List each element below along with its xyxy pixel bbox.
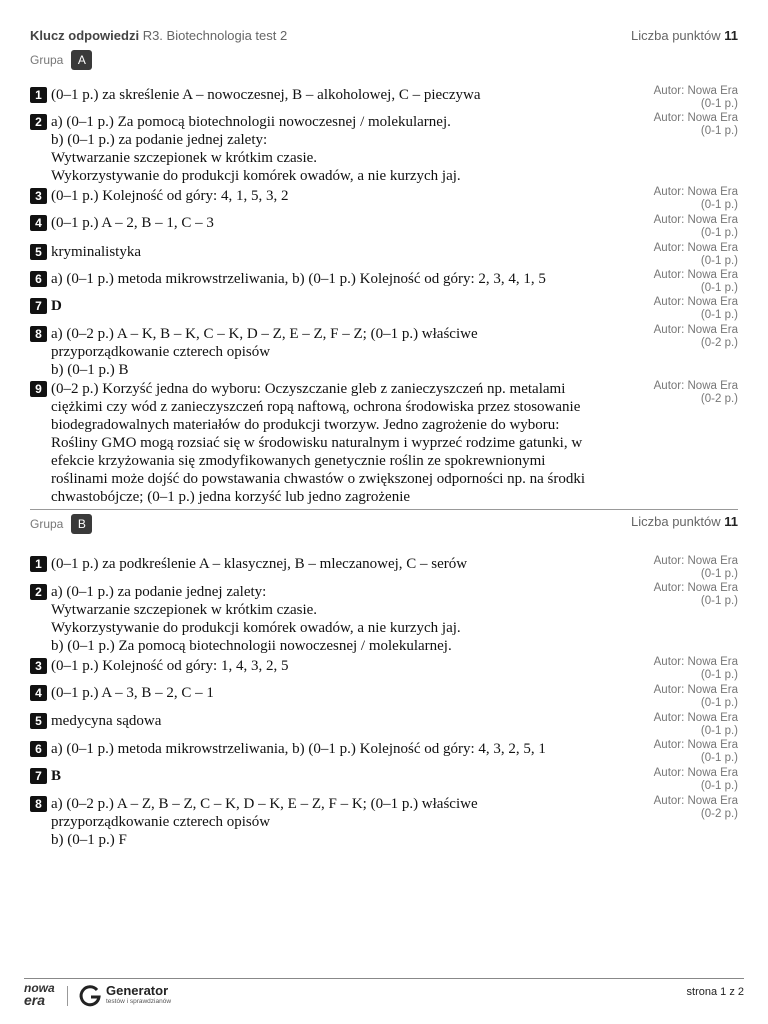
question-a9: 9 (0–2 p.) Korzyść jedna do wyboru: Oczyszczanie gleb z zanieczyszczeń np. metalami ciężkimi czy wód z zanieczyszczeń ropą naftową, ochrona środowiska przez stosowanie biodegradowalnych materiałów do produkcji tworzyw. Jedno zagrożenie do wyboru: Rośliny GMO mogą rozsiać się w środowisku naturalnym i wyprzeć rodzime gatunki, w efekcie krzyżowania się zmodyfikowanych genetycznie roślin ze spokrewnionymi roślinami może dojść do powstawania chwastów o zwiększonej odporności np. na środki chwastobójcze; (0–1 p.) jedna korzyść lub jedno zagrożenie (30, 380, 630, 506)
question-b6: 6 a) (0–1 p.) metoda mikrowstrzeliwania, b) (0–1 p.) Kolejność od góry: 4, 3, 2, 5, 1 (30, 740, 630, 758)
nowa-era-logo: nowa era (24, 981, 55, 1008)
group-b-badge: B (71, 514, 92, 534)
question-a4: 4 (0–1 p.) A – 2, B – 1, C – 3 (30, 214, 630, 232)
author-a6: Autor: Nowa Era (0-1 p.) (653, 269, 738, 294)
author-a3: Autor: Nowa Era (0-1 p.) (653, 186, 738, 211)
question-a1: 1 (0–1 p.) za skreślenie A – nowoczesnej, B – alkoholowej, C – pieczywa (30, 86, 630, 104)
generator-g-icon (78, 984, 102, 1013)
author-b7: Autor: Nowa Era (0-1 p.) (653, 767, 738, 792)
author-b2: Autor: Nowa Era (0-1 p.) (653, 582, 738, 607)
logo-separator (67, 986, 68, 1006)
author-b4: Autor: Nowa Era (0-1 p.) (653, 684, 738, 709)
question-a2: 2 a) (0–1 p.) Za pomocą biotechnologii nowoczesnej / molekularnej. b) (0–1 p.) za podanie jednej zalety: Wytwarzanie szczepionek w krótkim czasie. Wykorzystywanie do produkcji komórek owadów, a nie kurzych jaj. (30, 113, 630, 185)
question-b2: 2 a) (0–1 p.) za podanie jednej zalety: Wytwarzanie szczepionek w krótkim czasie. Wykorzystywanie do produkcji komórek owadów, a nie kurzych jaj. b) (0–1 p.) Za pomocą biotechnologii nowoczesnej / molekularnej. (30, 583, 630, 655)
author-b8: Autor: Nowa Era (0-2 p.) (653, 795, 738, 820)
generator-logo-text: Generator (106, 983, 169, 998)
author-b3: Autor: Nowa Era (0-1 p.) (653, 656, 738, 681)
question-a5: 5 kryminalistyka (30, 243, 630, 261)
question-b7: 7 B (30, 767, 630, 785)
question-b8: 8 a) (0–2 p.) A – Z, B – Z, C – K, D – K, E – Z, F – K; (0–1 p.) właściwe przyporządkowanie czterech opisów b) (0–1 p.) F (30, 795, 630, 849)
question-b1: 1 (0–1 p.) za podkreślenie A – klasycznej, B – mleczanowej, C – serów (30, 555, 630, 573)
question-b4: 4 (0–1 p.) A – 3, B – 2, C – 1 (30, 684, 630, 702)
group-b-label: Grupa B (30, 514, 92, 534)
document-title: Klucz odpowiedzi R3. Biotechnologia test 2 (30, 28, 288, 43)
footer-divider (24, 978, 744, 979)
page-header (30, 28, 738, 44)
author-b1: Autor: Nowa Era (0-1 p.) (653, 555, 738, 580)
author-a7: Autor: Nowa Era (0-1 p.) (653, 296, 738, 321)
question-a3: 3 (0–1 p.) Kolejność od góry: 4, 1, 5, 3, 2 (30, 187, 630, 205)
author-a8: Autor: Nowa Era (0-2 p.) (653, 324, 738, 349)
author-a5: Autor: Nowa Era (0-1 p.) (653, 242, 738, 267)
question-a8: 8 a) (0–2 p.) A – K, B – K, C – K, D – Z, E – Z, F – Z; (0–1 p.) właściwe przyporządkowanie czterech opisów b) (0–1 p.) B (30, 325, 630, 379)
generator-subtitle: testów i sprawdzianów (106, 998, 172, 1005)
author-b5: Autor: Nowa Era (0-1 p.) (653, 712, 738, 737)
group-b-points: Liczba punktów 11 (631, 514, 738, 529)
question-b5: 5 medycyna sądowa (30, 712, 630, 730)
question-b3: 3 (0–1 p.) Kolejność od góry: 1, 4, 3, 2, 5 (30, 657, 630, 675)
total-points: Liczba punktów 11 (631, 28, 738, 43)
group-divider (30, 509, 738, 510)
page-number: strona 1 z 2 (686, 986, 744, 998)
group-a-label: Grupa A (30, 50, 92, 70)
group-a-badge: A (71, 50, 92, 70)
question-a6: 6 a) (0–1 p.) metoda mikrowstrzeliwania, b) (0–1 p.) Kolejność od góry: 2, 3, 4, 1, 5 (30, 270, 630, 288)
question-a7: 7 D (30, 297, 630, 315)
author-a2: Autor: Nowa Era (0-1 p.) (653, 112, 738, 137)
author-a4: Autor: Nowa Era (0-1 p.) (653, 214, 738, 239)
author-a1: Autor: Nowa Era (0-1 p.) (653, 85, 738, 110)
author-b6: Autor: Nowa Era (0-1 p.) (653, 739, 738, 764)
author-a9: Autor: Nowa Era (0-2 p.) (653, 380, 738, 405)
